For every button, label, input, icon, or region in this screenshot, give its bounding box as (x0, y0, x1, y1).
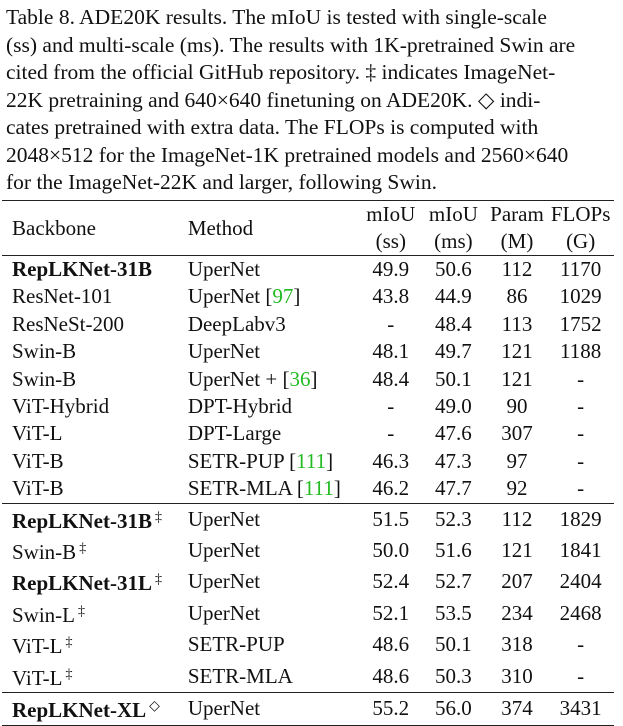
cell-miou-ms: 49.0 (435, 394, 472, 419)
double-dagger-mark: ‡ (155, 572, 162, 588)
header-ss-unit: (ss) (375, 229, 406, 253)
backbone-name: ResNeSt-200 (12, 311, 124, 336)
backbone-name: RepLKNet-31B (12, 257, 152, 281)
cell-miou-ms: 52.7 (435, 569, 472, 594)
cell-miou-ms: 47.6 (435, 421, 472, 446)
table-row (2, 256, 614, 284)
header-ms-unit: (ms) (434, 229, 473, 253)
cell-flops: - (577, 632, 585, 657)
table-row (2, 693, 614, 725)
cell-backbone (2, 256, 188, 284)
method-name: SETR-PUP (187, 632, 285, 657)
cell-backbone (2, 503, 188, 535)
cell-miou-ss: 50.0 (372, 538, 410, 563)
citation-link[interactable]: 111 (303, 476, 334, 501)
cell-param: 112 (487, 503, 548, 535)
cell-backbone (2, 475, 188, 503)
cell-param: 121 (501, 339, 533, 364)
backbone-name: ViT-L (12, 665, 63, 690)
cell-flops: - (577, 366, 585, 391)
table-body (2, 256, 614, 726)
cell-miou-ms: 44.9 (435, 284, 472, 309)
cell-method (188, 661, 362, 693)
cell-miou-ss: 48.6 (372, 663, 410, 688)
cell-miou-ss: 52.1 (372, 600, 410, 625)
cell-method (188, 393, 362, 420)
backbone-name: Swin-B (12, 339, 77, 364)
cell-param: 307 (501, 421, 533, 446)
cell-method (188, 420, 362, 447)
header-flops: FLOPs (547, 201, 614, 229)
cell-method (188, 311, 362, 338)
cite-bracket: [ (283, 448, 297, 473)
backbone-name: Swin-L (12, 602, 75, 627)
header-backbone: Backbone (2, 201, 188, 256)
method-name: DeepLabv3 (187, 311, 286, 336)
caption-line: cited from the official GitHub repository. ‡ indicates ImageNet- (6, 60, 556, 84)
table-row (2, 311, 614, 338)
caption-line: 22K pretraining and 640×640 finetuning on ADE20K. ◇ indi- (6, 87, 541, 112)
double-dagger-mark: ‡ (79, 541, 87, 557)
cell-backbone (2, 393, 188, 420)
cell-miou-ss: 48.1 (372, 339, 410, 364)
cell-miou-ms: 56.0 (420, 693, 487, 725)
cell-flops: 3431 (547, 693, 614, 725)
table-row (2, 566, 614, 597)
method-name: SETR-MLA (187, 476, 292, 501)
table-row (2, 393, 614, 420)
method-name: UperNet (187, 257, 261, 281)
cell-method (188, 366, 362, 393)
header-flops-unit: (G) (566, 229, 596, 253)
cell-backbone (2, 598, 188, 629)
cell-miou-ms: 49.7 (435, 339, 472, 364)
cell-param: 374 (487, 693, 548, 725)
cite-bracket: ] (310, 366, 318, 391)
cell-miou-ss: 51.5 (362, 503, 421, 535)
method-name: UperNet (187, 284, 261, 309)
cell-flops: - (577, 476, 585, 501)
cell-param: 121 (501, 538, 533, 563)
method-name: DPT-Hybrid (187, 394, 293, 419)
cell-miou-ss: 48.6 (372, 632, 410, 657)
header-param-unit: (M) (500, 229, 534, 253)
backbone-name: ViT-B (12, 448, 64, 473)
cell-backbone (2, 338, 188, 365)
cell-miou-ss: 46.3 (372, 448, 410, 473)
table-caption (6, 4, 594, 197)
backbone-name: ViT-Hybrid (12, 394, 110, 419)
cell-miou-ms: 52.3 (420, 503, 487, 535)
backbone-name: ViT-B (12, 476, 64, 501)
cell-param: 121 (501, 366, 533, 391)
method-name: UperNet (187, 339, 261, 364)
table-row (2, 598, 614, 629)
table-row (2, 448, 614, 475)
cell-miou-ms: 48.4 (435, 311, 472, 336)
cell-miou-ms: 50.1 (435, 366, 472, 391)
cell-miou-ms: 50.6 (420, 256, 487, 284)
cell-flops: 2468 (559, 600, 602, 625)
header-method: Method (188, 201, 362, 256)
backbone-name: Swin-B (12, 540, 77, 565)
method-name: UperNet (187, 696, 261, 721)
cell-param: 318 (501, 632, 533, 657)
cell-backbone (2, 366, 188, 393)
table-row (2, 503, 614, 535)
cell-miou-ss: 46.2 (372, 476, 410, 501)
cell-miou-ms: 51.6 (435, 538, 472, 563)
backbone-name: RepLKNet-XL (12, 698, 147, 723)
results-table (2, 200, 614, 726)
cell-method (188, 283, 362, 310)
cite-bracket: [ (277, 366, 290, 391)
table-row (2, 535, 614, 566)
double-dagger-mark: ‡ (155, 509, 162, 525)
method-name: UperNet (187, 538, 261, 563)
cell-backbone (2, 311, 188, 338)
cell-miou-ss: 52.4 (372, 569, 410, 594)
backbone-name: ViT-L (12, 634, 63, 659)
table-row (2, 475, 614, 503)
cell-method (188, 598, 362, 629)
cell-flops: - (577, 663, 585, 688)
double-dagger-mark: ‡ (65, 666, 73, 682)
caption-line: (ss) and multi-scale (ms). The results with 1K-pretrained Swin are (6, 32, 576, 57)
caption-line: Table 8. ADE20K results. The mIoU is tested with single-scale (6, 5, 547, 29)
cell-param: 90 (506, 394, 528, 419)
citation-link[interactable]: 111 (296, 448, 327, 473)
cell-miou-ms: 47.7 (435, 476, 472, 501)
table-row (2, 420, 614, 447)
cite-bracket: ] (293, 284, 301, 309)
cell-param: 92 (506, 476, 528, 501)
cell-method (188, 448, 362, 475)
cell-method (188, 629, 362, 660)
table-row (2, 283, 614, 310)
method-name: SETR-PUP (187, 448, 284, 473)
cell-flops: 2404 (559, 569, 602, 594)
cell-backbone (2, 420, 188, 447)
method-name: UperNet (187, 569, 261, 594)
cell-backbone (2, 448, 188, 475)
header-miou-ms: mIoU (420, 201, 487, 229)
cell-flops: 1841 (559, 538, 602, 563)
cell-method (188, 256, 362, 284)
table-row (2, 338, 614, 365)
cell-flops: 1170 (547, 256, 614, 284)
cell-method (188, 475, 362, 503)
backbone-name: Swin-B (12, 366, 77, 391)
backbone-name: RepLKNet-31L (12, 571, 152, 596)
method-name: UperNet (187, 506, 261, 531)
cell-method (188, 535, 362, 566)
cell-param: 112 (487, 256, 548, 284)
cell-method (188, 693, 362, 725)
cell-miou-ms: 50.3 (435, 663, 472, 688)
backbone-name: ResNet-101 (12, 284, 113, 309)
citation-link[interactable]: 36 (289, 366, 311, 391)
method-name: UperNet (187, 600, 261, 625)
cell-param: 97 (506, 448, 528, 473)
table-row (2, 629, 614, 660)
table-row (2, 661, 614, 693)
header-miou-ss: mIoU (362, 201, 421, 229)
cite-bracket: ] (333, 476, 341, 501)
backbone-name: RepLKNet-31B (12, 508, 152, 533)
cell-flops: - (577, 448, 585, 473)
cell-flops: - (577, 421, 585, 446)
cite-bracket: ] (326, 448, 334, 473)
cell-backbone (2, 661, 188, 693)
cell-miou-ss: 49.9 (362, 256, 421, 284)
method-name: SETR-MLA (187, 663, 293, 688)
cell-param: 86 (506, 284, 528, 309)
cell-miou-ss: - (387, 394, 395, 419)
cell-param: 310 (501, 663, 533, 688)
cell-miou-ms: 47.3 (435, 448, 472, 473)
citation-link[interactable]: 97 (272, 284, 294, 309)
cell-backbone (2, 535, 188, 566)
caption-line: for the ImageNet-22K and larger, following Swin. (6, 170, 438, 194)
cell-miou-ss: - (387, 421, 395, 446)
cell-miou-ss: - (387, 311, 395, 336)
method-name: UperNet + (187, 366, 278, 391)
caption-line: 2048×512 for the ImageNet-1K pretrained models and 2560×640 (6, 142, 569, 167)
cell-backbone (2, 629, 188, 660)
cell-miou-ss: 43.8 (372, 284, 410, 309)
cell-backbone (2, 566, 188, 597)
cell-flops: - (577, 394, 585, 419)
method-name: DPT-Large (187, 421, 282, 446)
cell-miou-ss: 48.4 (372, 366, 410, 391)
cell-miou-ss: 55.2 (362, 693, 421, 725)
cell-flops: 1829 (547, 503, 614, 535)
cell-param: 113 (501, 311, 533, 336)
cell-param: 234 (501, 600, 533, 625)
caption-line: cates pretrained with extra data. The FLOPs is computed with (6, 115, 539, 139)
diamond-mark: ◇ (149, 699, 160, 715)
header-param: Param (487, 201, 548, 229)
cite-bracket: [ (291, 476, 304, 501)
cell-param: 207 (501, 569, 533, 594)
header-row (2, 201, 614, 229)
cite-bracket: [ (260, 284, 273, 309)
cell-method (188, 338, 362, 365)
cell-miou-ms: 50.1 (435, 632, 472, 657)
cell-backbone (2, 693, 188, 725)
cell-flops: 1029 (559, 284, 602, 309)
backbone-name: ViT-L (12, 421, 63, 446)
double-dagger-mark: ‡ (65, 635, 73, 651)
cell-backbone (2, 283, 188, 310)
table-row (2, 366, 614, 393)
cell-method (188, 503, 362, 535)
cell-miou-ms: 53.5 (435, 600, 472, 625)
cell-method (188, 566, 362, 597)
cell-flops: 1752 (559, 311, 602, 336)
cell-flops: 1188 (560, 339, 602, 364)
double-dagger-mark: ‡ (78, 603, 85, 619)
